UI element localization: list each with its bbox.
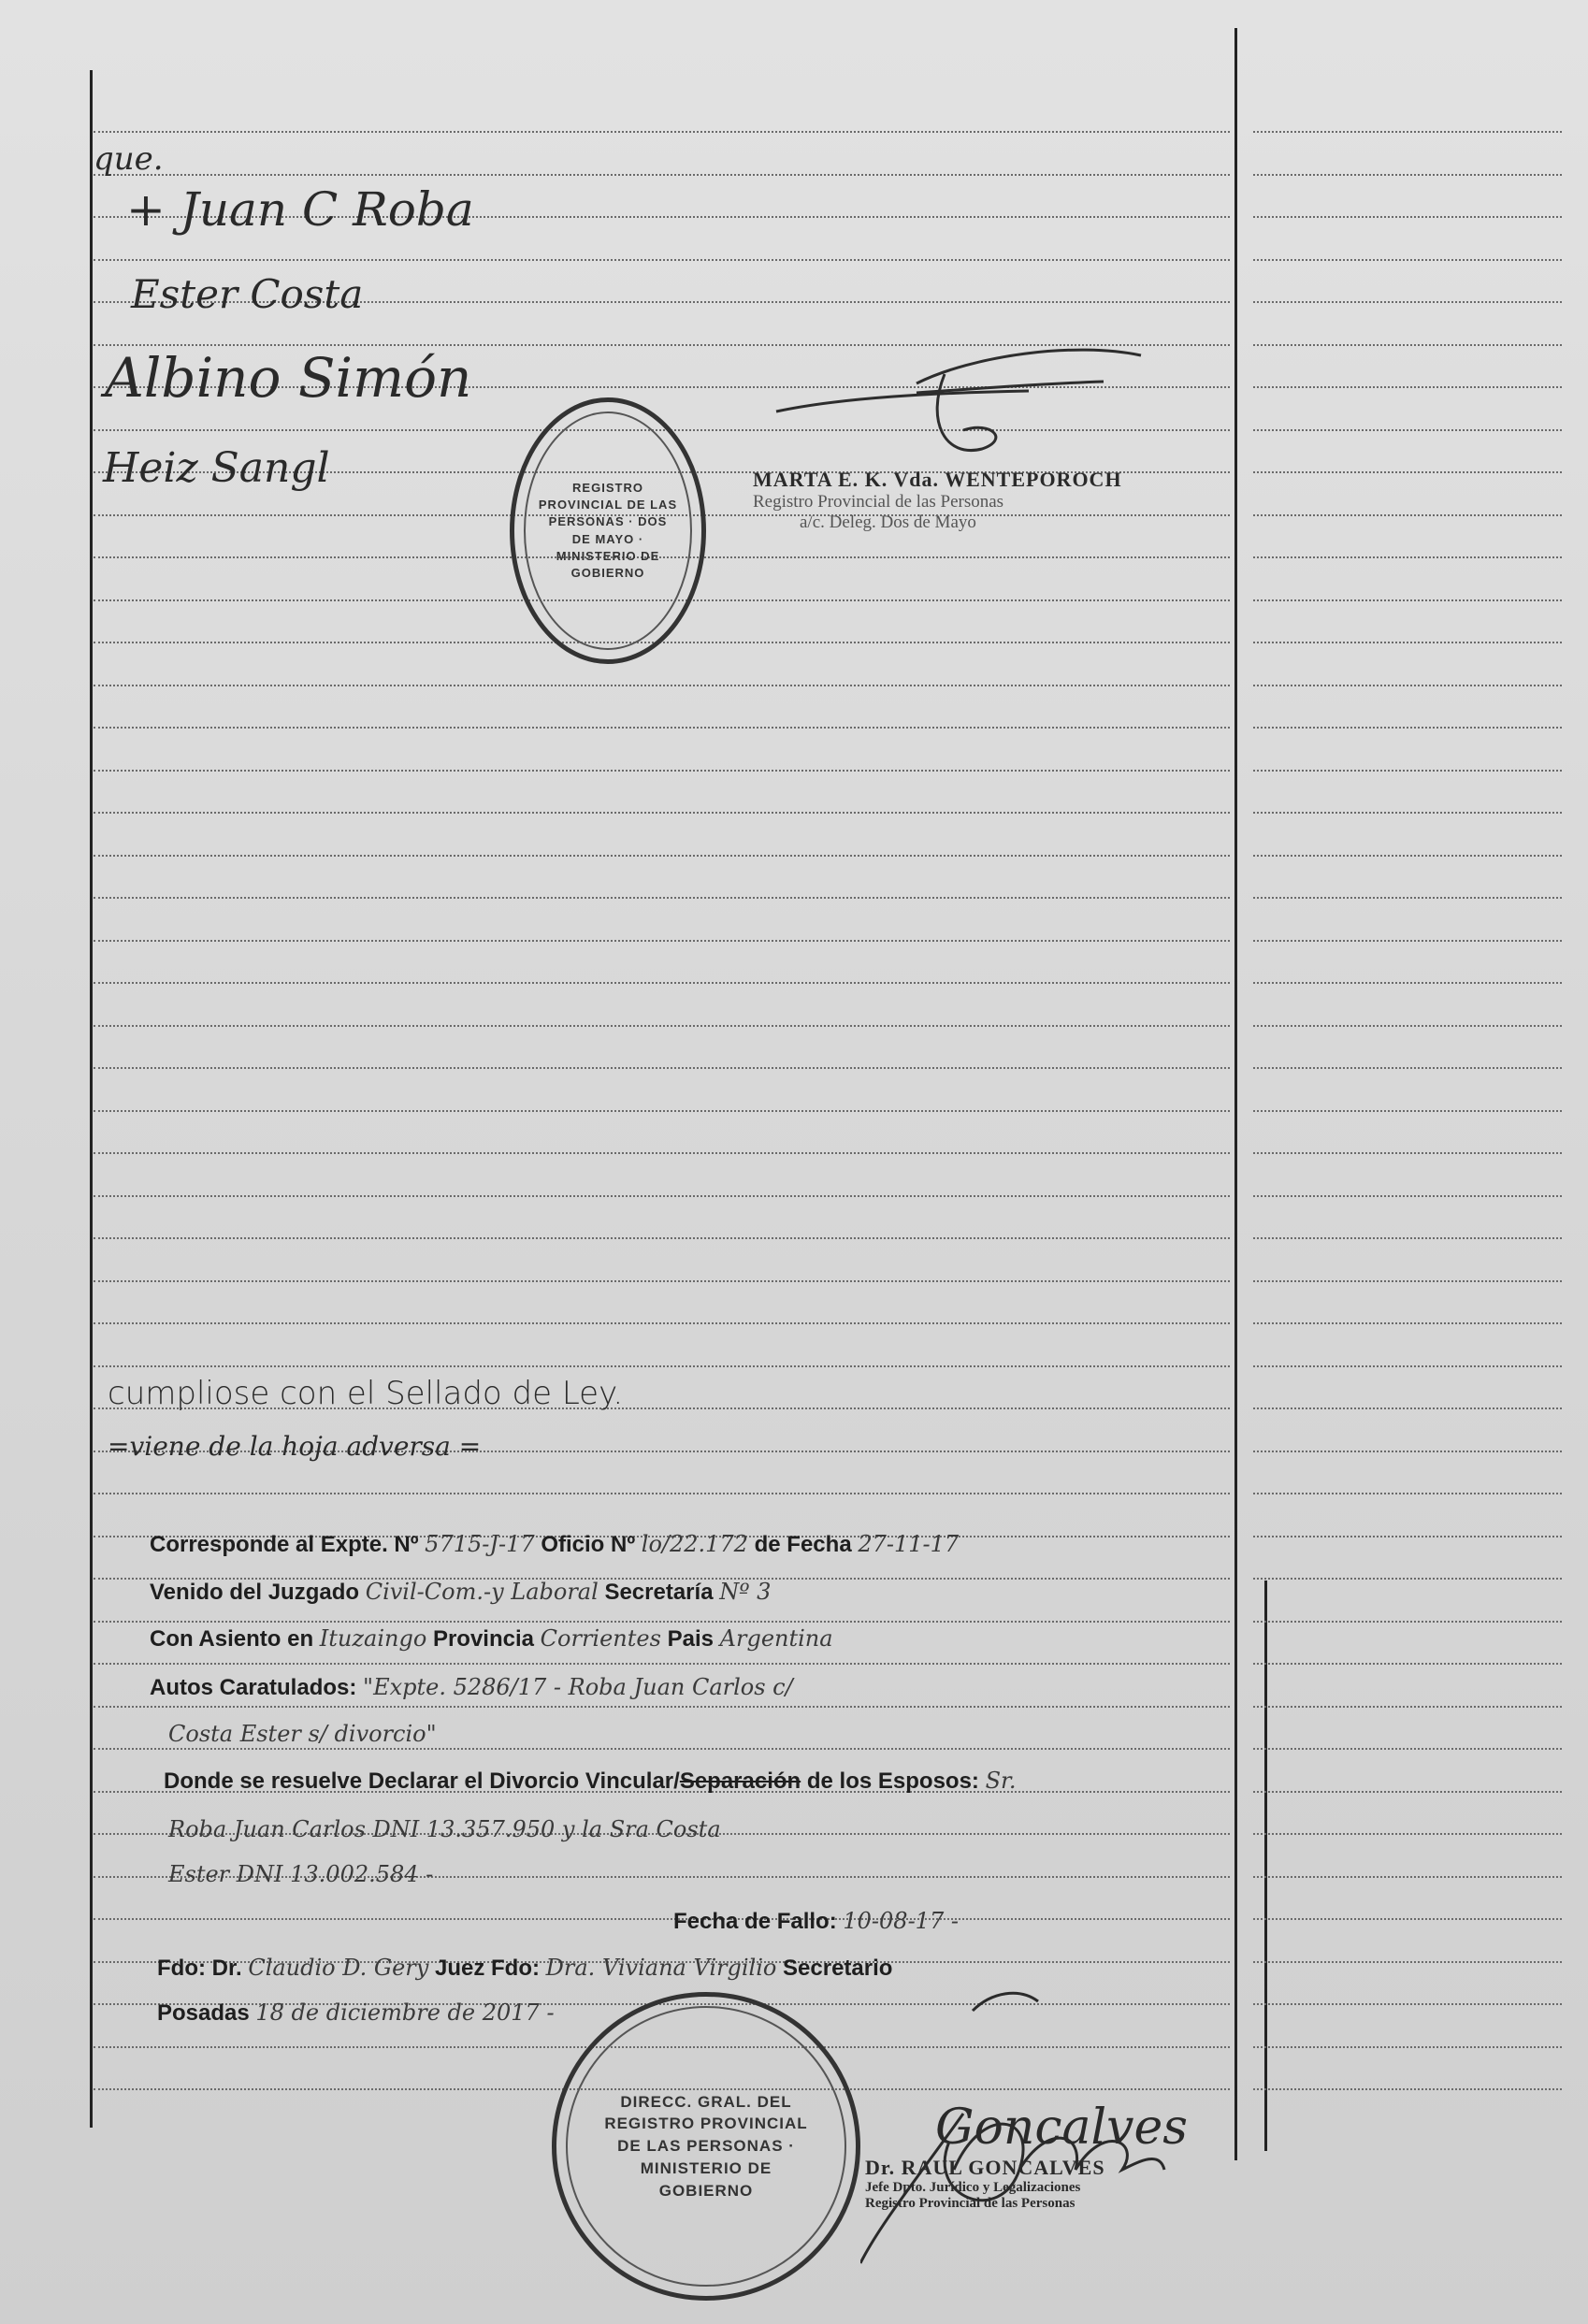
left-margin-rule	[90, 70, 93, 2128]
margin-ruled-line	[1253, 1322, 1562, 1324]
margin-ruled-line	[1253, 386, 1562, 388]
form-row-esposos-2	[168, 1861, 433, 1888]
ruled-line	[94, 1706, 1230, 1708]
ruled-line	[94, 1748, 1230, 1750]
esposos-value-1: Roba Juan Carlos DNI 13.357.950 y la Sra Costa	[168, 1816, 721, 1842]
handwriting-line-1: que.	[94, 140, 164, 178]
handwriting-line-4: Albino Simón	[105, 346, 472, 410]
ruled-line	[94, 940, 1230, 942]
margin-ruled-line	[1253, 1025, 1562, 1027]
right-margin-rule	[1234, 28, 1237, 2160]
sellado-note: cumpliose con el Sellado de Ley.	[108, 1375, 624, 1412]
outer-margin-rule	[1264, 1581, 1267, 2151]
margin-ruled-line	[1253, 1748, 1562, 1750]
posadas-value: 18 de diciembre de 2017 -	[255, 1999, 555, 2026]
margin-ruled-line	[1253, 1536, 1562, 1537]
margin-ruled-line	[1253, 1706, 1562, 1708]
margin-ruled-line	[1253, 1621, 1562, 1623]
margin-ruled-line	[1253, 556, 1562, 558]
margin-ruled-line	[1253, 1918, 1562, 1920]
margin-ruled-line	[1253, 982, 1562, 984]
ruled-line	[94, 1152, 1230, 1154]
margin-ruled-line	[1253, 471, 1562, 473]
handwriting-line-3: Ester Costa	[131, 271, 364, 317]
margin-ruled-line	[1253, 429, 1562, 431]
ruled-line	[94, 982, 1230, 984]
autos-value-cont: Costa Ester s/ divorcio"	[168, 1721, 437, 1747]
ruled-line	[94, 770, 1230, 772]
margin-ruled-line	[1253, 1791, 1562, 1793]
form-row-asiento: Con Asiento en Ituzaingo Provincia Corrientes Pais Argentina	[150, 1625, 833, 1652]
ruled-line	[94, 685, 1230, 686]
margin-ruled-line	[1253, 855, 1562, 857]
ruled-line	[94, 1110, 1230, 1112]
registrar-delegation: a/c. Deleg. Dos de Mayo	[800, 512, 976, 532]
margin-ruled-line	[1253, 642, 1562, 643]
margin-ruled-line	[1253, 1195, 1562, 1197]
margin-ruled-line	[1253, 1876, 1562, 1878]
goncalves-signature: Goncalves	[935, 2100, 1188, 2156]
margin-ruled-line	[1253, 344, 1562, 346]
margin-ruled-line	[1253, 812, 1562, 814]
margin-ruled-line	[1253, 216, 1562, 218]
signatory-title-1: Jefe Dpto. Jurídico y Legalizaciones	[865, 2180, 1081, 2195]
separacion-struck: Separación	[679, 1768, 801, 1794]
round-stamp-registry-top: REGISTRO PROVINCIAL DE LAS PERSONAS · DOS DE MAYO · MINISTERIO DE GOBIERNO	[510, 397, 706, 664]
form-row-fallo: Fecha de Fallo: 10-08-17 -	[673, 1908, 959, 1934]
provincia-value: Corrientes	[540, 1625, 661, 1652]
margin-ruled-line	[1253, 1663, 1562, 1665]
margin-ruled-line	[1253, 727, 1562, 729]
ruled-line	[94, 1663, 1230, 1665]
margin-ruled-line	[1253, 2088, 1562, 2090]
margin-ruled-line	[1253, 1493, 1562, 1494]
handwriting-line-2: + Juan C Roba	[126, 182, 474, 237]
signature-block	[865, 2156, 1105, 2212]
margin-ruled-line	[1253, 2046, 1562, 2048]
registrar-office: Registro Provincial de las Personas	[753, 492, 1004, 512]
margin-ruled-line	[1253, 940, 1562, 942]
oficio-value: lo/22.172	[641, 1531, 748, 1557]
ruled-line	[94, 1918, 1230, 1920]
margin-ruled-line	[1253, 897, 1562, 899]
ruled-line	[94, 812, 1230, 814]
fecha-value: 27-11-17	[858, 1531, 960, 1557]
form-row-divorcio: Donde se resuelve Declarar el Divorcio Vincular/Separación de los Esposos: Sr.	[164, 1768, 1017, 1794]
ruled-line	[94, 259, 1230, 261]
ruled-line	[94, 1621, 1230, 1623]
registrar-name: MARTA E. K. Vda. WENTEPOROCH	[753, 468, 1122, 491]
margin-ruled-line	[1253, 131, 1562, 133]
margin-ruled-line	[1253, 599, 1562, 601]
registrar-stamp	[753, 468, 1122, 533]
form-row-posadas: Posadas 18 de diciembre de 2017 -	[157, 1999, 555, 2026]
margin-ruled-line	[1253, 301, 1562, 303]
signatory-name: Dr. RAUL GONCALVES	[865, 2156, 1105, 2179]
viene-note: =viene de la hoja adversa =	[108, 1431, 482, 1462]
pais-value: Argentina	[719, 1625, 833, 1652]
juzgado-value: Civil-Com.-y Laboral	[365, 1579, 599, 1605]
ruled-line	[94, 897, 1230, 899]
ruled-line	[94, 1493, 1230, 1494]
form-row-esposos-1	[168, 1816, 721, 1843]
fallo-value: 10-08-17 -	[843, 1908, 959, 1934]
ruled-line	[94, 1067, 1230, 1069]
margin-ruled-line	[1253, 514, 1562, 516]
round-stamp-registry-bottom: DIRECC. GRAL. DEL REGISTRO PROVINCIAL DE LAS PERSONAS · MINISTERIO DE GOBIERNO	[552, 1992, 860, 2301]
margin-ruled-line	[1253, 1407, 1562, 1409]
margin-ruled-line	[1253, 1067, 1562, 1069]
margin-ruled-line	[1253, 259, 1562, 261]
form-row-autos: Autos Caratulados: "Expte. 5286/17 - Roba Juan Carlos c/	[150, 1674, 793, 1700]
form-row-autos-cont	[168, 1721, 437, 1748]
ruled-line	[94, 1322, 1230, 1324]
margin-ruled-line	[1253, 1110, 1562, 1112]
secretario-value: Dra. Viviana Virgilio	[545, 1955, 777, 1981]
top-signature-scribble	[767, 337, 1160, 477]
margin-ruled-line	[1253, 1451, 1562, 1452]
margin-ruled-line	[1253, 2003, 1562, 2005]
margin-ruled-line	[1253, 1833, 1562, 1835]
expediente-value: 5715-J-17	[425, 1531, 535, 1557]
ruled-line	[94, 1365, 1230, 1367]
ruled-line	[94, 1237, 1230, 1239]
margin-ruled-line	[1253, 685, 1562, 686]
margin-ruled-line	[1253, 174, 1562, 176]
ruled-line	[94, 1280, 1230, 1282]
margin-ruled-line	[1253, 770, 1562, 772]
secretaria-value: Nº 3	[719, 1579, 772, 1605]
juez-value: Claudio D. Gery	[248, 1955, 429, 1981]
ruled-line	[94, 1195, 1230, 1197]
ruled-line	[94, 131, 1230, 133]
form-row-expediente: Corresponde al Expte. Nº 5715-J-17 Oficio Nº lo/22.172 de Fecha 27-11-17	[150, 1531, 960, 1557]
autos-value: "Expte. 5286/17 - Roba Juan Carlos c/	[363, 1674, 793, 1700]
margin-ruled-line	[1253, 1280, 1562, 1282]
margin-ruled-line	[1253, 1152, 1562, 1154]
esposos-value-2: Ester DNI 13.002.584 -	[168, 1861, 434, 1887]
handwriting-line-5: Heiz Sangl	[103, 444, 330, 492]
margin-ruled-line	[1253, 1961, 1562, 1963]
margin-ruled-line	[1253, 1365, 1562, 1367]
asiento-value: Ituzaingo	[319, 1625, 427, 1652]
ruled-line	[94, 174, 1230, 176]
margin-ruled-line	[1253, 1578, 1562, 1580]
form-row-firmas: Fdo: Dr. Claudio D. Gery Juez Fdo: Dra. Viviana Virgilio Secretario	[157, 1955, 893, 1981]
signatory-title-2: Registro Provincial de las Personas	[865, 2196, 1076, 2211]
ruled-line	[94, 727, 1230, 729]
ruled-line	[94, 1025, 1230, 1027]
ruled-line	[94, 855, 1230, 857]
form-row-juzgado: Venido del Juzgado Civil-Com.-y Laboral Secretaría Nº 3	[150, 1579, 772, 1605]
margin-ruled-line	[1253, 1237, 1562, 1239]
